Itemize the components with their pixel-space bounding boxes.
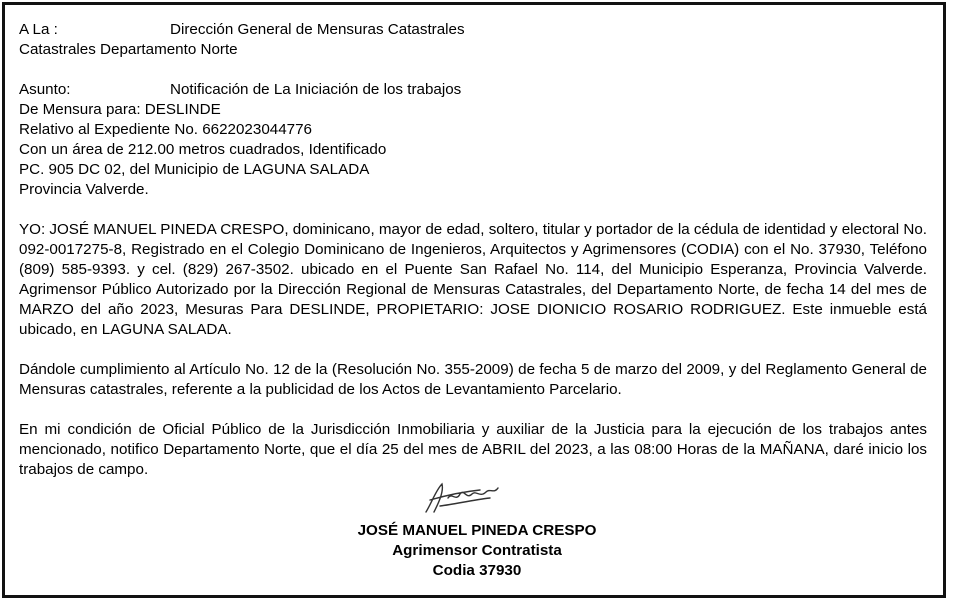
subject-line: Con un área de 212.00 metros cuadrados, Identificado xyxy=(19,141,387,158)
recipient-value: Dirección General de Mensuras Catastrales xyxy=(170,21,465,38)
signature-block xyxy=(0,521,954,581)
handwritten-signature xyxy=(420,478,504,516)
subject-line: PC. 905 DC 02, del Municipio de LAGUNA SALADA xyxy=(19,161,370,178)
recipient-label: A La : xyxy=(19,21,58,38)
signer-title: Agrimensor Contratista xyxy=(392,542,562,559)
declaration-paragraph: YO: JOSÉ MANUEL PINEDA CRESPO, dominicano, mayor de edad, soltero, titular y portador de la cédula de identidad y electoral No. 092-0017275-8, Registrado en el Colegio Dominicano de Ingenieros, Arquitectos y Agrimensores (CODIA) con el No. 37930, Teléfono (809) 585-9393. y cel. (829) 267-3502. ubicado en el Puente San Rafael No. 114, del Municipio Esperanza, Provincia Valverde. Agrimensor Público Autorizado por la Dirección Regional de Mensuras Catastrales, del Departamento Norte, de fecha 14 del mes de MARZO del año 2023, Mesuras Para DESLINDE, PROPIETARIO: JOSE DIONICIO ROSARIO RODRIGUEZ. Este inmueble está ubicado, en LAGUNA SALADA. xyxy=(19,221,927,338)
notice-paragraph: En mi condición de Oficial Público de la Jurisdicción Inmobiliaria y auxiliar de la Justicia para la ejecución de los trabajos antes mencionado, notifico Departamento Norte, que el día 25 del mes de ABRIL del 2023, a las 08:00 Horas de la MAÑANA, daré inicio los trabajos de campo. xyxy=(19,421,927,478)
subject-label: Asunto: xyxy=(19,81,71,98)
notification-document xyxy=(19,20,927,480)
recipient-continuation: Catastrales Departamento Norte xyxy=(19,41,238,58)
signer-name: JOSÉ MANUEL PINEDA CRESPO xyxy=(357,522,597,539)
subject-line: Provincia Valverde. xyxy=(19,181,149,198)
signer-codia: Codia 37930 xyxy=(432,562,522,579)
subject-row xyxy=(19,80,927,100)
subject-line: De Mensura para: DESLINDE xyxy=(19,101,221,118)
compliance-paragraph: Dándole cumplimiento al Artículo No. 12 de la (Resolución No. 355-2009) de fecha 5 de marzo del 2009, y del Reglamento General de Mensuras catastrales, referente a la publicidad de los Actos de Levantamiento Parcelario. xyxy=(19,361,927,398)
recipient-row xyxy=(19,20,927,40)
subject-line: Relativo al Expediente No. 6622023044776 xyxy=(19,121,313,138)
subject-value: Notificación de La Iniciación de los trabajos xyxy=(170,81,462,98)
